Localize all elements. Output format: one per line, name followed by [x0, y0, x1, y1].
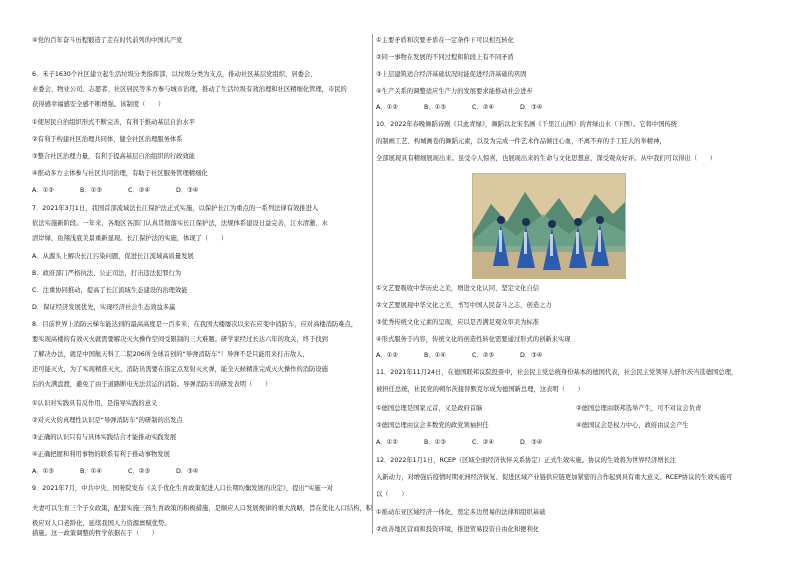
q8-option-2: ②对灭火的真理性认识是“导弹消防车”的研制的出发点 [32, 417, 183, 424]
q11-choices [376, 440, 568, 446]
choice-d: D．③④ [520, 439, 543, 446]
q6-stem: 业委会、物业公司、志愿者、社区居民等多方参与城市治理，推动了生活垃圾有效治理和社区精细化管理，市民的 [32, 86, 347, 93]
q9-choices [376, 105, 568, 111]
q8-option-3: ③正确的认识只有与具体实践结合才能推动实践发展 [32, 434, 177, 441]
q9-stem: 9．2021年7月，中共中央、国务院发布《关于优化生育政策促进人口长期均衡发展的决定》，提出“实施一对 [32, 485, 334, 492]
choice-b: B．①③ [424, 104, 446, 111]
q10-option-4: ④形式服务于内容，传统文化的创造性转化需要通过形式的创新来实现 [376, 336, 571, 343]
q7-stem: 7．2021年3月1日，我国首部流域法长江保护法正式实施，以保护长江为重点的一系列法律有效推进入 [32, 205, 319, 212]
q12-option-2: ②改善地区营商和投资环境，推进贸易投资自由化和便利化 [376, 526, 540, 533]
choice-c: C．②④ [472, 104, 494, 111]
q8-stem: 后的火满盘渡，避免了由于道路断电无法营运的消防。导弹消防车的研发表明（ ） [32, 381, 272, 388]
choice-a: A．①② [376, 352, 398, 359]
choice-c: C．②④ [128, 187, 150, 194]
q7-option-c: C．注重协同推动，提高了长江流域生态建设的治理效能 [32, 287, 188, 294]
q11-option-4: ④德国议会是权力中心，政府由议会产生 [576, 422, 689, 429]
dance-painting-image [472, 173, 626, 279]
q8-choices [32, 469, 224, 475]
q8-stem: 还可能灭火，为了实现精准灭火，消防员需要在指定点发射灭火弹，能全天候精准完成灭火操作的消防设施 [32, 366, 328, 373]
q6-option-2: ②有利于构建社区治理共同体，健全社区治理服务体系 [32, 136, 183, 143]
choice-a: A．①③ [32, 468, 54, 475]
q12-stem: 以（ ） [376, 491, 408, 498]
q8-option-1: ①认识对实践具有反作用，是指导实践的意义 [32, 400, 158, 407]
q6-option-3: ③整合社区治理力量，有利于提高基层自治组织的行政效能 [32, 153, 196, 160]
q7-option-d: D．保证经济发展优先，实现经济社会生态效益多赢 [32, 304, 176, 311]
column-divider [372, 34, 373, 534]
q9-stem: 措施。这一政策调整的哲学依据在于（ ） [32, 530, 158, 537]
choice-a: A．①② [376, 104, 398, 111]
choice-b: B．①③ [80, 187, 102, 194]
q9-stem: 夫妻可以生育三个子女政策，配套实施三孩生育政策的积极措施，是顺应人口发展规律的重大战略，旨在优化人口结构，积极应对人口老龄化，延续我国人力资源禀赋优势。 [32, 505, 373, 527]
q11-option-2: ②德国总理由联邦选举产生，可不对议会负责 [576, 405, 702, 412]
q8-stem: 要实现高楼的有效灭火就需要解决灭火操作空间受限制的三大难题。研学家经过长达六年的攻关，终于找到 [32, 336, 328, 343]
q10-stem: 全部展现具有精细展现出来。虽受令人惊喜，也展现出来的生命与文化思想意，深受观众好评。从中我们可以得出（ ） [376, 155, 717, 162]
q9-option-2: ②同一事物在发展的不同过程和阶段上有不同矛盾 [376, 54, 514, 61]
q6-stem: 获得感幸福感安全感不断增强。该制度（ ） [32, 101, 165, 108]
q7-option-a: A．从源头上解决长江污染问题，促进长江流域高质量发展 [32, 253, 194, 260]
q10-stem: 的制画工艺、构城画卷的舞蹈元素，以及为完成一件艺术作品倾注心血，不离不弃的手工匠人的举精神， [376, 138, 666, 145]
q10-option-1: ①文艺要吸收中华历史之美，增进文化认同、坚定文化自信 [376, 285, 540, 292]
q10-option-2: ②文艺要展现中华文化之美，书写中国人民奋斗之志，创造之力 [376, 302, 552, 309]
q8-stem: 了解决办法，就是中国航天科工二院206所全球首创的“导弹消防车”！导弹不是只能用来打击敌人， [32, 351, 309, 358]
choice-c: C．②④ [472, 439, 494, 446]
q12-option-1: ①推动东亚区域经济一体化，奠定多边贸易的法律和组织基础 [376, 509, 546, 516]
choice-b: B．①③ [424, 439, 446, 446]
q10-choices [376, 353, 568, 359]
choice-b: B．①④ [424, 352, 446, 359]
q6-choices [32, 188, 224, 194]
q9-option-3: ③上层建筑适合经济基础状况时能促进经济基础的巩固 [376, 71, 527, 78]
q6-option-4: ④推动多方主体参与社区共同治理，有助于社区服务管理精细化 [32, 170, 208, 177]
choice-a: A．①② [32, 187, 54, 194]
q9-option-1: ①主要矛盾和次要矛盾在一定条件下可以相互转化 [376, 37, 514, 44]
q11-stem: 11．2021年11月24日，在德国联邦议院投票中，社会民主党总统身份基本的德国代表，社会民主党领导人舒尔茨当选德国总理， [376, 369, 738, 376]
choice-d: D．③④ [176, 187, 199, 194]
q10-option-3: ③优秀传统文化元素的呈现，应以是否满足观众审美为标准 [376, 319, 540, 326]
choice-b: B．①④ [80, 468, 102, 475]
choice-a: A．①② [376, 439, 398, 446]
q7-stem: 清岸绿，鱼翔浅底美景重新显现。长江保护法的实施，体现了（ ） [32, 235, 228, 242]
q10-stem: 10．2022年春晚舞蹈诗剧《只此青绿》，舞蹈以北宋名画《千里江山图》的青绿山水（下图）。它将中国传统 [376, 121, 678, 128]
q12-stem: 入新动力，对增强后疫情时期亚洲经济恢复、促进区域产业链供应链更加紧密的合作起到具有重大意义。RCEP协议的生效实施可 [376, 474, 733, 481]
choice-c: C．②③ [472, 352, 494, 359]
q8-option-4: ④正确把握和利用事物的联系有利于推动事物发展 [32, 451, 170, 458]
q11-option-3: ③德国总理由议会多数党的政党领袖担任 [376, 422, 489, 429]
q8-stem: 8．目前世界上消防云梯车能达到的最高高度是一百多米，在我国大楼屡次以来在应变中消防车，应对高楼消防难点， [32, 321, 358, 328]
choice-d: D．③④ [176, 468, 199, 475]
choice-c: C．②③ [128, 468, 150, 475]
q6-stem: 6．禾子1630个社区建立起生活垃圾分类指挥部，以垃圾分类为支点，推动社区基层党组织、居委会、 [32, 71, 317, 78]
q12-stem: 12．2022年1月1日，RCEP（区域全面经济伙伴关系协定）正式生效实施。协议的生效将为世界经济增长注 [376, 457, 677, 464]
q11-option-1: ①德国总理是国家元首，又是政府首脑 [376, 405, 483, 412]
q6-option-1: ①使居民自治组织形式不断完善，有利于推动基层自治水平 [32, 119, 196, 126]
q7-stem: 依法实施新阶段。一年来，各地区各部门认真贯彻落实长江保护法，法规体系建设日益完善，江水清澈、水 [32, 220, 328, 227]
q5-option-4: ④党的百年奋斗历程锻造了走在时代前列的中国共产党 [32, 37, 183, 44]
q9-option-4: ④生产关系的调整适应生产力的发展要求能推动社会进步 [376, 88, 533, 95]
q11-stem: 被担任总统，社民党的朔尔茨接替默克尔成为德国新总理，这表明（ ） [376, 386, 584, 393]
q7-option-b: B．政府部门严格执法、公正司法，打击违法犯罪行为 [32, 270, 182, 277]
choice-d: D．③④ [520, 104, 543, 111]
choice-d: D．③④ [520, 352, 543, 359]
